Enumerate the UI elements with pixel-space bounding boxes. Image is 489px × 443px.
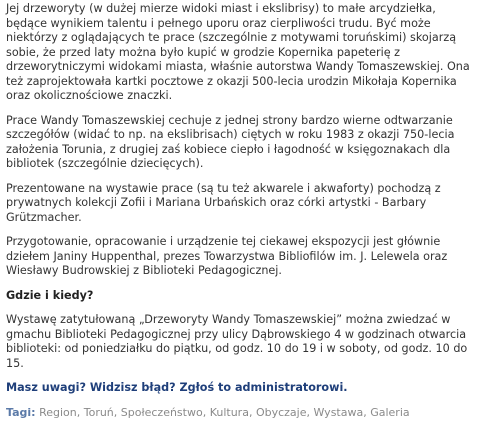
article-paragraph-4: Przygotowanie, opracowanie i urządzenie tej ciekawej ekspozycji jest głównie dziełem Janiny Huppenthal, prezes Towarzystwa Bibliofilów im. J. Lelewela oraz Wiesławy Budrowskiej z Biblioteki Pedagogicznej. [6,235,448,277]
section-heading-where-when: Gdzie i kiedy? [6,288,94,302]
tag-separator: , [363,405,371,419]
tag-obyczaje[interactable]: Obyczaje [255,405,307,419]
tag-separator: , [113,405,121,419]
article-paragraph-3: Prezentowane na wystawie prace (są tu też akwarele i akwaforty) pochodzą z prywatnych kolekcji Zofii i Mariana Urbańskich oraz córki artystki - Barbary Grützmacher. [6,181,441,224]
article-paragraph-1: Jej drzeworyty (w dużej mierze widoki miast i ekslibrisy) to małe arcydziełka, będące wynikiem talentu i pełnego uporu oraz cierpliwości trudu. Być może niektórzy z oglądających te prace (szczególnie z motywami toruńskimi) skojarzą sobie, że przed laty można było kupić w grodzie Kopernika papeterię z drzeworytniczymi widokami miasta, właśnie autorstwa Wandy Tomaszewskiej. Ona też zaprojektowała kartki pocztowe z okazji 500-lecia urodzin Mikołaja Kopernika oraz okolicznościowe znaczki. [6,2,470,102]
tag-separator: , [76,405,84,419]
tag-separator: , [202,405,210,419]
report-error-link[interactable]: Masz uwagi? Widzisz błąd? Zgłoś to administratorowi. [6,381,348,394]
tag-spoleczenstwo[interactable]: Społeczeństwo [120,405,203,419]
tag-region[interactable]: Region [39,405,77,419]
tag-kultura[interactable]: Kultura [209,405,249,419]
tag-separator: , [306,405,314,419]
tags-list [6,406,479,421]
tag-torun[interactable]: Toruń [83,405,114,419]
tag-wystawa[interactable]: Wystawa [313,405,364,419]
tag-separator: , [248,405,256,419]
article-paragraph-2: Prace Wandy Tomaszewskiej cechuje z jednej strony bardzo wierne odtwarzanie szczegółów (widać to np. na ekslibrisach) ciętych w roku 1983 z okazji 750-lecia założenia Torunia, z drugiej zaś kobiece ciepło i łagodność w księgoznakach dla bibliotek (szczególnie dziecięcych). [6,113,455,170]
tag-galeria[interactable]: Galeria [370,405,410,419]
article-info-paragraph: Wystawę zatytułowaną „Drzeworyty Wandy Tomaszewskiej” można zwiedzać w gmachu Biblioteki Pedagogicznej przy ulicy Dąbrowskiego 4 w godzinach otwarcia biblioteki: od poniedziałku do piątku, od godz. 10 do 19 i w soboty, od godz. 10 do 15. [6,313,468,370]
tags-label: Tagi: [6,405,36,419]
